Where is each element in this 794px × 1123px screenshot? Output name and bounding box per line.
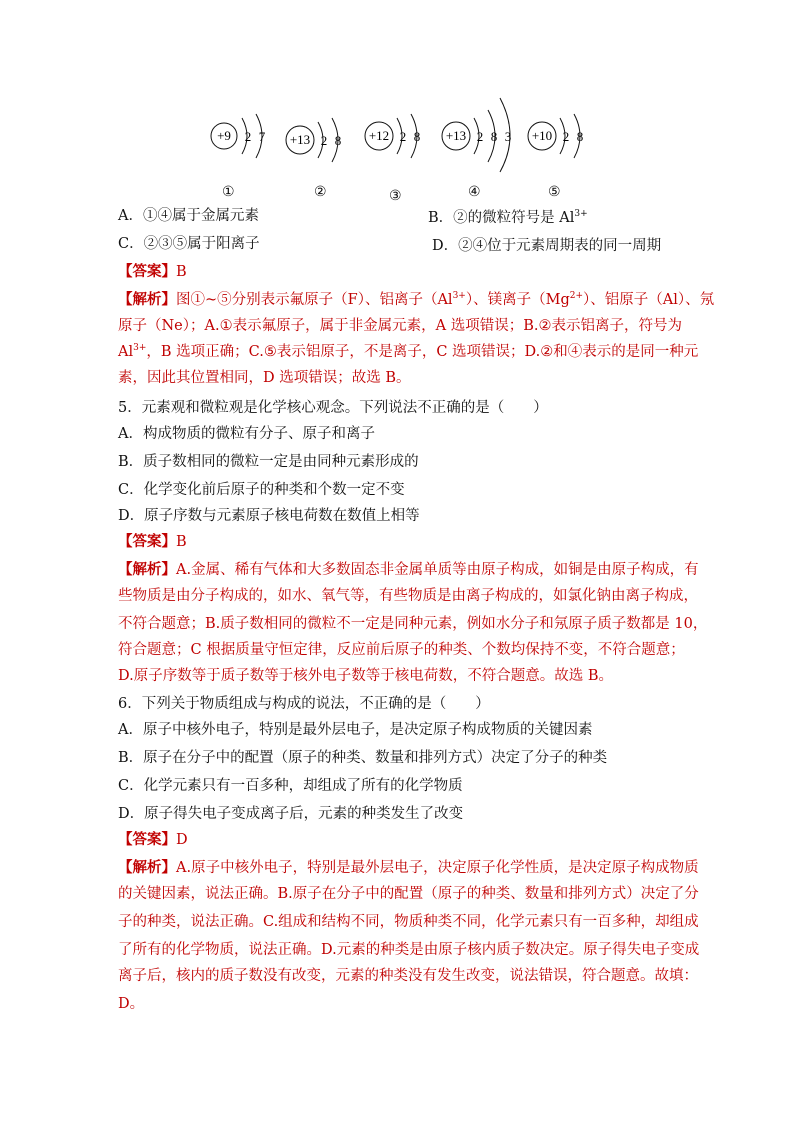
analysis-text: D。 (118, 996, 145, 1012)
q5-option-a (118, 424, 375, 444)
option-text: B．原子在分子中的配置（原子的种类、数量和排列方式）决定了分子的种类 (118, 750, 608, 766)
nucleus-charge: +10 (531, 128, 553, 143)
answer-value: B (176, 264, 187, 280)
analysis-text: D.原子序数等于质子数等于核外电子数等于核电荷数，不符合题意。故选 B。 (118, 668, 613, 684)
answer-value: B (176, 534, 187, 550)
q5-analysis-line-5 (118, 666, 613, 686)
q4-answer (118, 262, 187, 282)
shell-count: 8 (490, 129, 498, 144)
atom-diagram-4 (440, 88, 530, 200)
q6-answer (118, 830, 188, 850)
analysis-text: ）、铝原子（Al）、氖 (583, 292, 715, 308)
analysis-text: 素，因此其位置相同，D 选项错误；故选 B。 (118, 370, 411, 386)
q6-analysis-line-5 (118, 966, 698, 986)
atom-diagram-5 (528, 88, 618, 200)
analysis-tag: 【解析】 (118, 291, 176, 308)
superscript: 2+ (569, 291, 584, 301)
atom-diagrams (0, 88, 794, 208)
atom-structure-4 (440, 88, 540, 168)
option-text: D．原子序数与元素原子核电荷数在数值上相等 (118, 508, 420, 524)
q6-analysis-line-6 (118, 994, 144, 1014)
shell-count: 8 (413, 129, 421, 144)
option-text: D．原子得失电子变成离子后，元素的种类发生了改变 (118, 806, 464, 822)
diagram-label: ③ (389, 188, 402, 204)
q5-analysis-line-2 (118, 586, 698, 606)
analysis-tag: 【解析】 (118, 561, 176, 578)
q6-analysis-line-1 (118, 858, 699, 878)
question-text: 6．下列关于物质组成与构成的说法，不正确的是（ ） (118, 696, 490, 712)
q5-option-b (118, 452, 419, 472)
option-text: C．②③⑤属于阳离子 (118, 236, 260, 252)
shell-count: 2 (399, 129, 407, 144)
q4-analysis-line-3 (118, 342, 698, 362)
analysis-text: 子的种类，说法正确。C.组成和结构不同，物质种类不同，化学元素只有一百多种，却组成 (118, 914, 699, 930)
analysis-tag: 【解析】 (118, 859, 176, 876)
analysis-text: 符合题意；C 根据质量守恒定律，反应前后原子的种类、个数均保持不变，不符合题意； (118, 642, 685, 658)
superscript: 3+ (133, 343, 147, 353)
analysis-text: 了所有的化学物质，说法正确。D.元素的种类是由原子核内质子数决定。原子得失电子变成 (118, 942, 700, 958)
analysis-text: 些物质是由分子构成的，如水、氧气等，有些物质是由离子构成的，如氯化钠由离子构成， (118, 588, 698, 604)
q6-option-c (118, 776, 463, 796)
atom-structure-2 (284, 88, 374, 168)
diagram-label: ① (222, 184, 235, 200)
q5-analysis-line-1 (118, 560, 699, 580)
question-text: 5．元素观和微粒观是化学核心观念。下列说法不正确的是（ ） (118, 400, 548, 416)
answer-value: D (176, 832, 188, 848)
nucleus-charge: +13 (445, 128, 467, 143)
shell-count: 8 (576, 129, 584, 144)
q5-analysis-line-3 (118, 614, 707, 634)
analysis-text: Al (118, 344, 134, 360)
analysis-text: ）、镁离子（Mg (465, 292, 570, 308)
q6-option-d (118, 804, 463, 824)
analysis-text: ，B 选项正确；C.⑤表示铝原子，不是离子，C 选项错误；D.②和④表示的是同一种元 (146, 344, 699, 360)
diagram-label: ⑤ (548, 184, 561, 200)
q4-option-b (428, 206, 588, 227)
answer-tag: 【答案】 (118, 533, 176, 550)
shell-count: 2 (476, 129, 484, 144)
q4-analysis-line-2 (118, 316, 682, 336)
option-text: D．②④位于元素周期表的同一周期 (432, 238, 662, 254)
option-text: C．化学元素只有一百多种，却组成了所有的化学物质 (118, 778, 463, 794)
superscript: 3+ (452, 291, 466, 301)
analysis-text: A.原子中核外电子，特别是最外层电子，决定原子化学性质，是决定原子构成物质 (176, 860, 699, 876)
q4-option-d (432, 234, 661, 255)
atom-diagram-2 (284, 88, 374, 200)
option-text: A．构成物质的微粒有分子、原子和离子 (118, 426, 375, 442)
q6-analysis-line-4 (118, 940, 699, 960)
analysis-text: 离子后，核内的质子数没有改变，元素的种类没有发生改变，说法错误，符合题意。故填： (118, 968, 698, 984)
atom-structure-5 (528, 88, 618, 168)
q6-analysis-line-2 (118, 884, 699, 904)
q5-answer (118, 532, 187, 552)
q4-analysis-line-1 (118, 290, 714, 310)
analysis-text: 图①~⑤分别表示氟原子（F）、铝离子（Al (176, 292, 453, 308)
shell-count: 2 (320, 133, 328, 148)
option-text: A．①④属于金属元素 (118, 208, 259, 224)
diagram-label: ② (314, 184, 327, 200)
option-text: A．原子中核外电子，特别是最外层电子，是决定原子构成物质的关键因素 (118, 722, 593, 738)
q6-analysis-line-3 (118, 912, 699, 932)
nucleus-charge: +9 (217, 128, 231, 143)
q4-option-c (118, 234, 260, 254)
analysis-text: A.金属、稀有气体和大多数固态非金属单质等由原子构成，如铜是由原子构成，有 (176, 562, 699, 578)
answer-tag: 【答案】 (118, 831, 176, 848)
q6-option-b (118, 748, 607, 768)
shell-count: 8 (334, 133, 342, 148)
q5-stem (118, 398, 548, 418)
shell-count: 7 (258, 129, 266, 144)
q4-analysis-line-4 (118, 368, 411, 388)
nucleus-charge: +13 (289, 132, 311, 147)
q5-option-d (118, 506, 420, 526)
analysis-text: 不符合题意；B.质子数相同的微粒不一定是同种元素，例如水分子和氖原子质子数都是 10， (118, 616, 708, 632)
q6-option-a (118, 720, 592, 740)
answer-tag: 【答案】 (118, 263, 176, 280)
analysis-text: 的关键因素，说法正确。B.原子在分子中的配置（原子的种类、数量和排列方式）决定了分 (118, 886, 699, 902)
analysis-text: 原子（Ne） (118, 318, 191, 334)
option-text: B．质子数相同的微粒一定是由同种元素形成的 (118, 454, 419, 470)
analysis-text: ；A.①表示氟原子，属于非金属元素，A 选项错误；B.②表示铝离子，符号为 (190, 318, 682, 334)
superscript: 3+ (574, 209, 588, 219)
nucleus-charge: +12 (368, 128, 390, 143)
q5-analysis-line-4 (118, 640, 685, 660)
q6-stem (118, 694, 490, 714)
q4-option-a (118, 206, 259, 226)
diagram-label: ④ (468, 184, 481, 200)
shell-count: 2 (562, 129, 570, 144)
option-text: B．②的微粒符号是 Al (428, 210, 575, 226)
q5-option-c (118, 480, 405, 500)
option-text: C．化学变化前后原子的种类和个数一定不变 (118, 482, 405, 498)
shell-count: 3 (504, 129, 512, 144)
shell-count: 2 (244, 129, 252, 144)
